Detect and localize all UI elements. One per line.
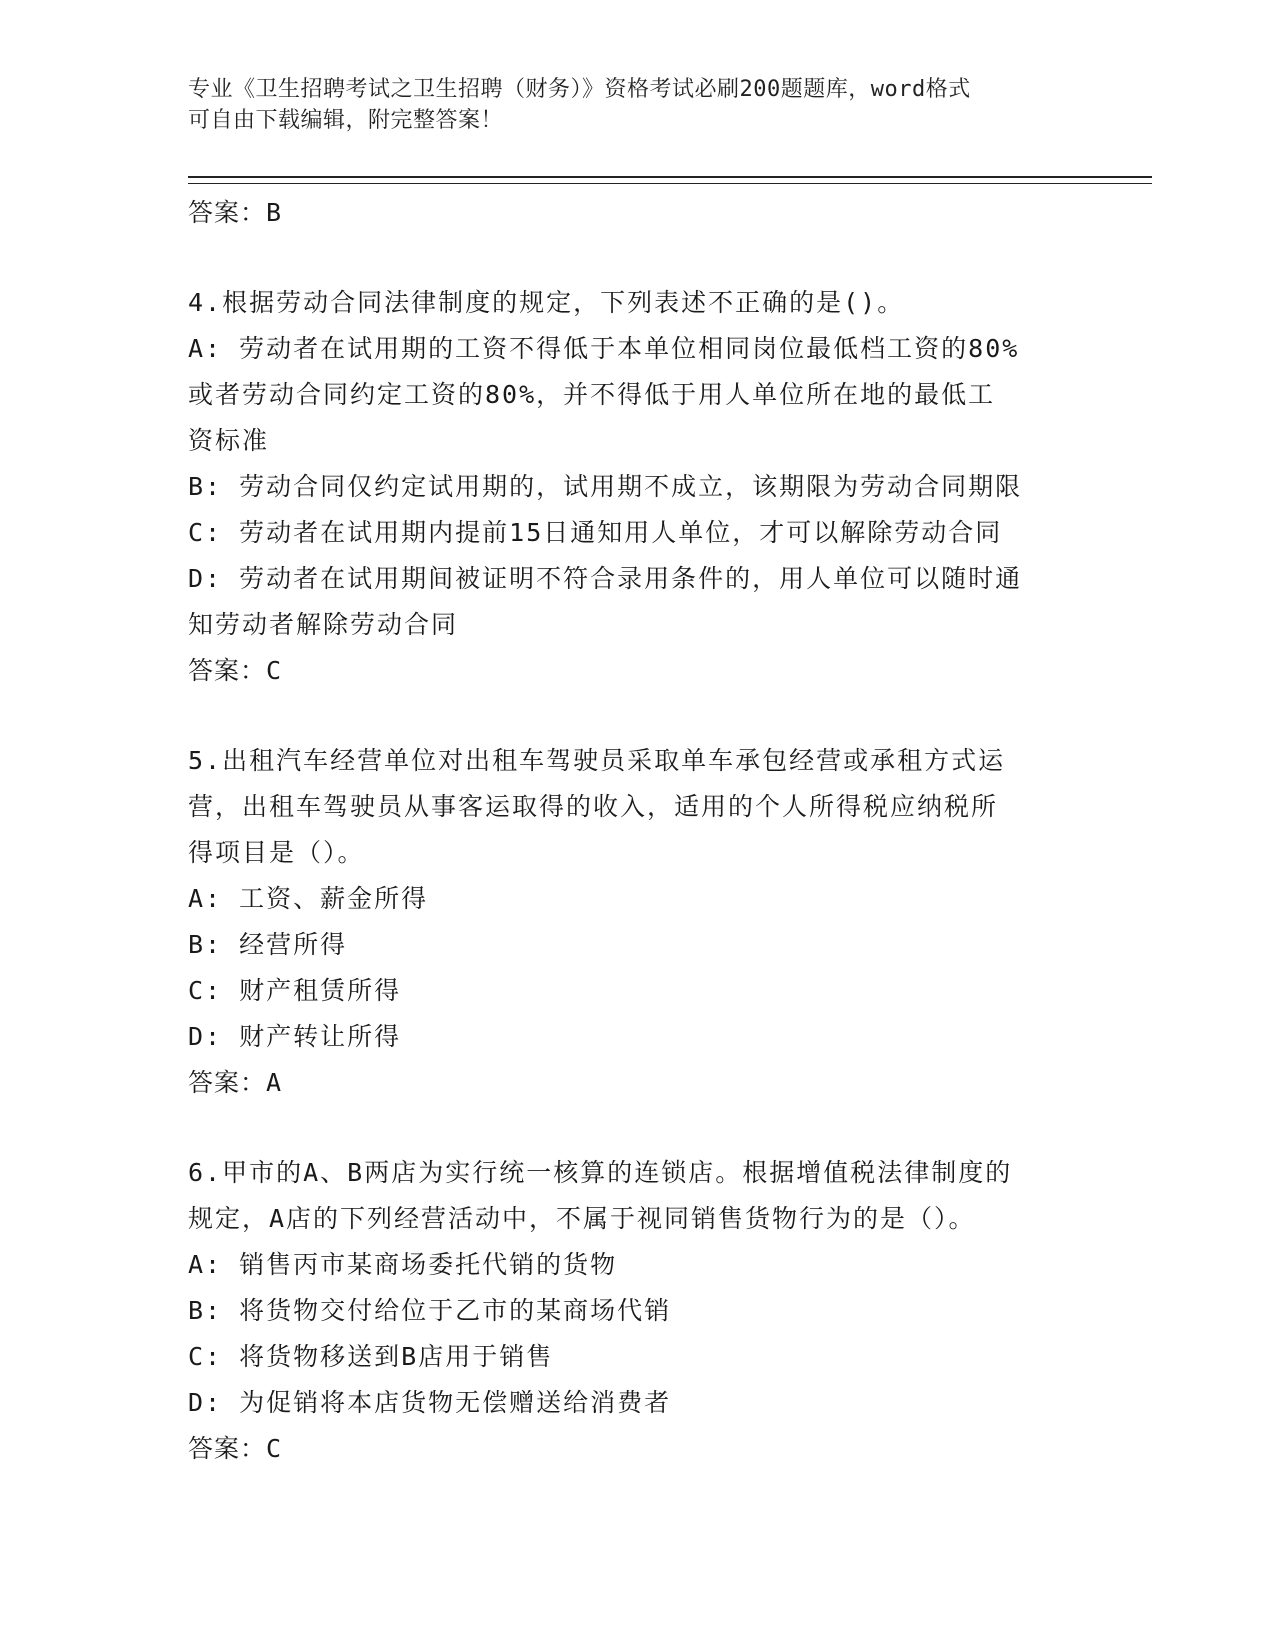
- question-block: [188, 738, 1088, 1106]
- spacer: [188, 694, 1088, 738]
- option-b: B: 将货物交付给位于乙市的某商场代销: [188, 1296, 672, 1325]
- option-d-cont: 知劳动者解除劳动合同: [188, 610, 459, 639]
- answer-line: 答案：B: [188, 198, 283, 227]
- option-a: A: 工资、薪金所得: [188, 884, 429, 913]
- header-line-2: 可自由下载编辑，附完整答案！: [188, 108, 504, 133]
- option-a-cont: 或者劳动合同约定工资的80%，并不得低于用人单位所在地的最低工: [188, 380, 996, 409]
- option-d: D: 劳动者在试用期间被证明不符合录用条件的，用人单位可以随时通: [188, 564, 1023, 593]
- question-stem: 6.甲市的A、B两店为实行统一核算的连锁店。根据增值税法律制度的: [188, 1158, 1013, 1187]
- spacer: [188, 236, 1088, 280]
- question-stem-cont: 营，出租车驾驶员从事客运取得的收入，适用的个人所得税应纳税所: [188, 792, 999, 821]
- answer-line: 答案：A: [188, 1068, 283, 1097]
- document-header: [188, 74, 1068, 136]
- question-stem-cont: 得项目是（）。: [188, 838, 365, 867]
- option-c: C: 劳动者在试用期内提前15日通知用人单位，才可以解除劳动合同: [188, 518, 1003, 547]
- option-b: B: 劳动合同仅约定试用期的，试用期不成立，该期限为劳动合同期限: [188, 472, 1023, 501]
- answer-line: 答案：C: [188, 1434, 283, 1463]
- question-stem: 5.出租汽车经营单位对出租车驾驶员采取单车承包经营或承租方式运: [188, 746, 1006, 775]
- question-block: [188, 1150, 1088, 1472]
- header-line-1: 专业《卫生招聘考试之卫生招聘（财务）》资格考试必刷200题题库，word格式: [188, 77, 971, 102]
- question-block: [188, 280, 1088, 694]
- spacer: [188, 1106, 1088, 1150]
- question-stem-cont: 规定，A店的下列经营活动中，不属于视同销售货物行为的是（）。: [188, 1204, 976, 1233]
- option-a: A: 销售丙市某商场委托代销的货物: [188, 1250, 618, 1279]
- option-d: D: 财产转让所得: [188, 1022, 402, 1051]
- option-b: B: 经营所得: [188, 930, 348, 959]
- question-stem: 4.根据劳动合同法律制度的规定，下列表述不正确的是()。: [188, 288, 905, 317]
- option-a: A: 劳动者在试用期的工资不得低于本单位相同岗位最低档工资的80%: [188, 334, 1020, 363]
- answer-line: 答案：C: [188, 656, 283, 685]
- header-rule-thin: [188, 183, 1152, 184]
- option-c: C: 将货物移送到B店用于销售: [188, 1342, 554, 1371]
- question-list: [188, 190, 1088, 1472]
- option-a-cont: 资标准: [188, 426, 270, 455]
- header-rule-thick: [188, 176, 1152, 178]
- option-c: C: 财产租赁所得: [188, 976, 402, 1005]
- option-d: D: 为促销将本店货物无偿赠送给消费者: [188, 1388, 672, 1417]
